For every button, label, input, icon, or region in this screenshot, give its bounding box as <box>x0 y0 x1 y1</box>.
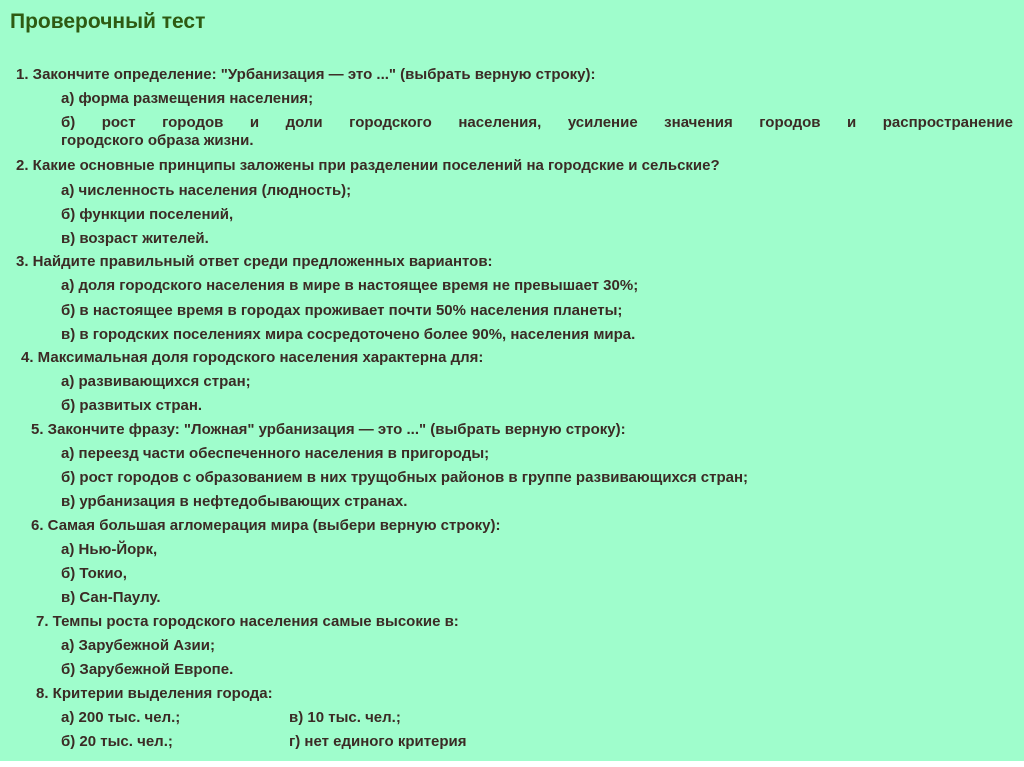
question-8-option-d: г) нет единого критерия <box>289 733 467 750</box>
question-1: 1. Закончите определение: "Урбанизация — это ..." (выбрать верную строку): <box>16 66 596 83</box>
question-7: 7. Темпы роста городского населения самые высокие в: <box>36 613 459 630</box>
question-6: 6. Самая большая агломерация мира (выбери верную строку): <box>31 517 501 534</box>
question-6-option-c: в) Сан-Паулу. <box>61 589 161 606</box>
question-1-option-a: а) форма размещения населения; <box>61 90 314 107</box>
question-8-option-c: в) 10 тыс. чел.; <box>289 709 401 726</box>
question-4-option-b: б) развитых стран. <box>61 397 203 414</box>
question-8-option-a: а) 200 тыс. чел.; <box>61 709 181 726</box>
page-title: Проверочный тест <box>10 10 206 33</box>
question-2: 2. Какие основные принципы заложены при разделении поселений на городские и сельские? <box>16 157 720 174</box>
question-1-option-b-cont: городского образа жизни. <box>61 132 254 149</box>
question-2-option-c: в) возраст жителей. <box>61 230 209 247</box>
question-5-option-c: в) урбанизация в нефтедобывающих странах. <box>61 493 408 510</box>
question-6-option-a: а) Нью-Йорк, <box>61 541 158 558</box>
question-5-option-b: б) рост городов с образованием в них трущобных районов в группе развивающихся стран; <box>61 469 749 486</box>
question-4-option-a: а) развивающихся стран; <box>61 373 251 390</box>
question-2-option-a: а) численность населения (людность); <box>61 182 352 199</box>
question-8-option-b: б) 20 тыс. чел.; <box>61 733 173 750</box>
question-6-option-b: б) Токио, <box>61 565 127 582</box>
question-7-option-a: а) Зарубежной Азии; <box>61 637 215 654</box>
question-2-option-b: б) функции поселений, <box>61 206 234 223</box>
question-3-option-b: б) в настоящее время в городах проживает почти 50% населения планеты; <box>61 302 623 319</box>
question-3-option-a: а) доля городского населения в мире в настоящее время не превышает 30%; <box>61 277 639 294</box>
question-3: 3. Найдите правильный ответ среди предложенных вариантов: <box>16 253 493 270</box>
question-7-option-b: б) Зарубежной Европе. <box>61 661 234 678</box>
question-1-option-b: б) рост городов и доли городского населения, усиление значения городов и распространение <box>61 114 1013 131</box>
bottom-border <box>0 761 1024 767</box>
question-4: 4. Максимальная доля городского населения характерна для: <box>21 349 484 366</box>
question-5-option-a: а) переезд части обеспеченного населения в пригороды; <box>61 445 490 462</box>
question-3-option-c: в) в городских поселениях мира сосредоточено более 90%, населения мира. <box>61 326 636 343</box>
question-5: 5. Закончите фразу: "Ложная" урбанизация — это ..." (выбрать верную строку): <box>31 421 626 438</box>
question-8: 8. Критерии выделения города: <box>36 685 273 702</box>
